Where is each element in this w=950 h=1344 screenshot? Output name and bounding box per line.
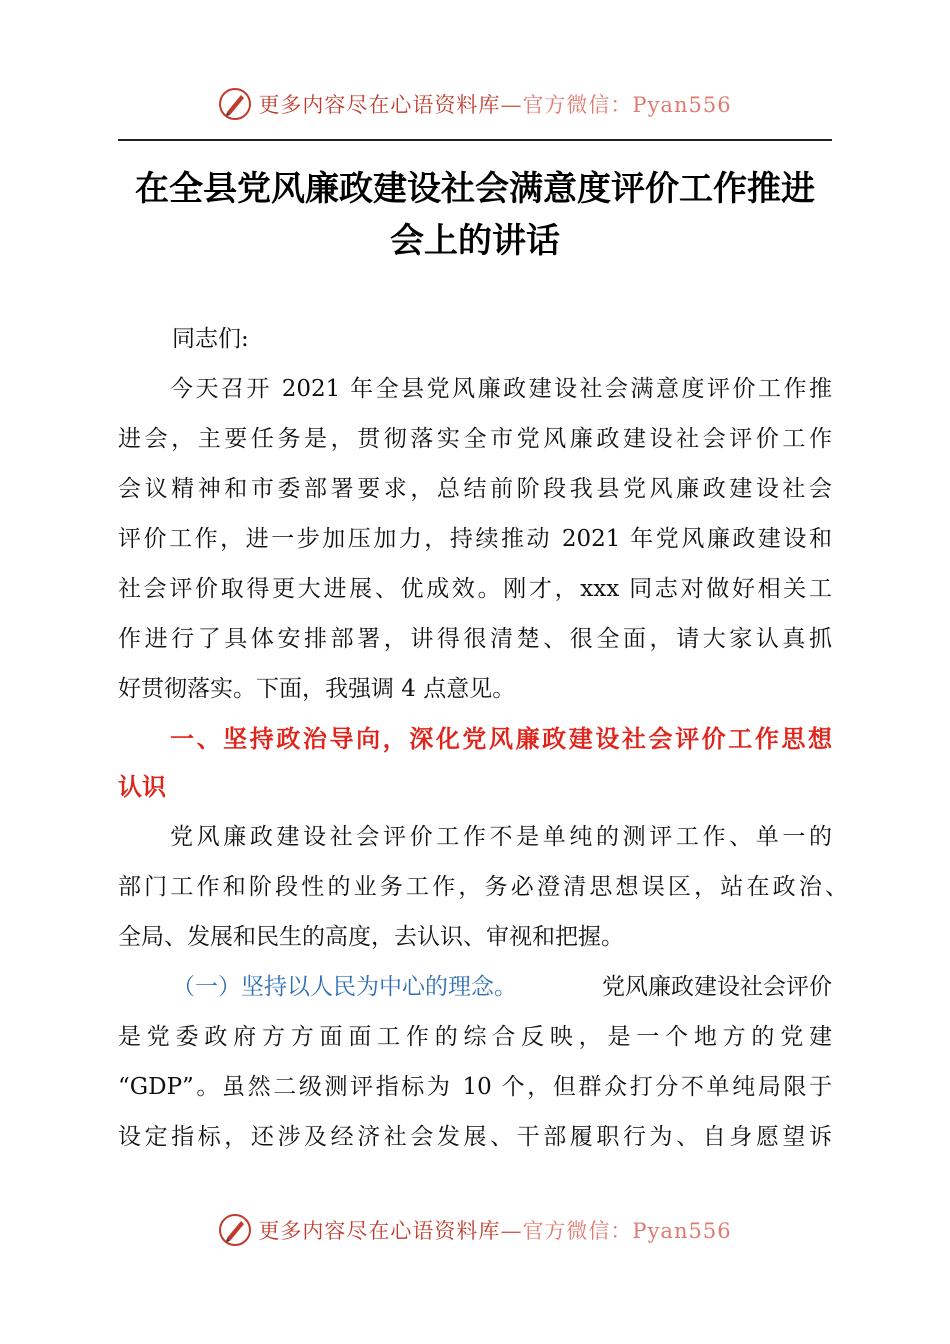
watermark-separator: — bbox=[500, 1219, 523, 1243]
paragraph-line: 全局、发展和民生的高度，去认识、审视和把握。 bbox=[118, 924, 624, 950]
footer-watermark bbox=[0, 1210, 950, 1250]
header-watermark bbox=[0, 84, 950, 124]
paragraph-line: 作进行了具体安排部署，讲得很清楚、很全面，请大家认真抓 bbox=[118, 626, 832, 652]
paragraph-line: 会议精神和市委部署要求，总结前阶段我县党风廉政建设社会 bbox=[118, 476, 832, 502]
watermark-text: 更多内容尽在心语资料库 bbox=[258, 93, 501, 117]
paragraph-line: 党风廉政建设社会评价工作不是单纯的测评工作、单一的 bbox=[170, 824, 832, 850]
paragraph-line: 评价工作，进一步加压加力，持续推动 2021 年党风廉政建设和 bbox=[118, 526, 832, 552]
watermark-contact: 官方微信：Pyan556 bbox=[522, 1219, 732, 1243]
watermark-text: 更多内容尽在心语资料库 bbox=[258, 1219, 501, 1243]
subsection-line bbox=[172, 962, 832, 1012]
pen-logo-icon bbox=[218, 1213, 252, 1247]
paragraph-line: 社会评价取得更大进展、优成效。刚才，xxx 同志对做好相关工 bbox=[118, 576, 832, 602]
header-divider bbox=[118, 139, 832, 141]
paragraph-line: 是党委政府方方面面工作的综合反映，是一个地方的党建 bbox=[118, 1024, 832, 1050]
greeting: 同志们: bbox=[172, 326, 249, 352]
paragraph-line: 好贯彻落实。下面，我强调 4 点意见。 bbox=[118, 676, 516, 702]
paragraph-line: “GDP”。虽然二级测评指标为 10 个，但群众打分不单纯局限于 bbox=[118, 1074, 832, 1100]
title-line-1: 在全县党风廉政建设社会满意度评价工作推进 bbox=[135, 169, 815, 209]
title-line-2: 会上的讲话 bbox=[390, 221, 560, 261]
section-heading-cont: 认识 bbox=[118, 773, 166, 801]
section-heading: 一、坚持政治导向，深化党风廉政建设社会评价工作思想 bbox=[170, 725, 832, 753]
paragraph-line: 部门工作和阶段性的业务工作，务必澄清思想误区，站在政治、 bbox=[118, 874, 848, 900]
watermark-contact: 官方微信：Pyan556 bbox=[522, 93, 732, 117]
subsection-text: 党风廉政建设社会评价 bbox=[602, 974, 832, 1000]
paragraph-line: 今天召开 2021 年全县党风廉政建设社会满意度评价工作推 bbox=[170, 376, 832, 402]
pen-logo-icon bbox=[218, 87, 252, 121]
paragraph-line: 设定指标，还涉及经济社会发展、干部履职行为、自身愿望诉 bbox=[118, 1124, 832, 1150]
paragraph-line: 进会，主要任务是，贯彻落实全市党风廉政建设社会评价工作 bbox=[118, 426, 832, 452]
watermark-separator: — bbox=[500, 93, 523, 117]
subsection-label: （一）坚持以人民为中心的理念。 bbox=[172, 974, 517, 1000]
page-title bbox=[90, 163, 860, 267]
